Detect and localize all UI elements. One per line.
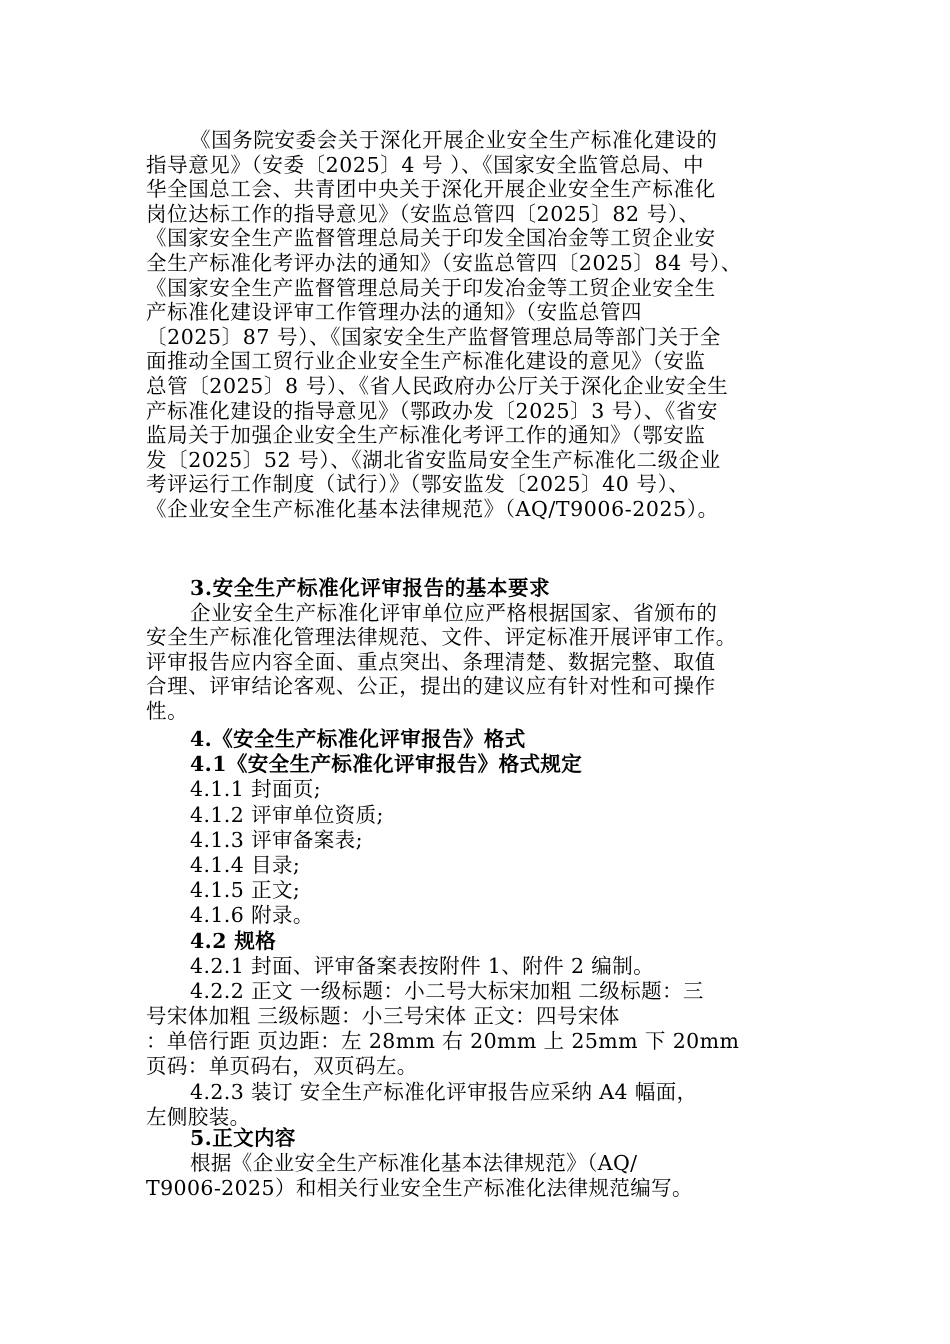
- text-line: 性。: [146, 698, 189, 723]
- list-item: 4.1.5 正文;: [190, 878, 301, 903]
- text-line: 产标准化建设评审工作管理办法的通知》（安监总管四: [146, 300, 643, 325]
- text-line: 《国家安全生产监督管理总局关于印发冶金等工贸企业安全生: [146, 275, 716, 300]
- text-line: 页码：单页码右，双页码左。: [146, 1054, 418, 1079]
- text-line: 4.2.1 封面、评审备案表按附件 1、附件 2 编制。: [190, 953, 655, 978]
- text-line: 号宋体加粗 三级标题：小三号宋体 正文：四号宋体: [146, 1004, 620, 1029]
- text-line: T9006-2025）和相关行业安全生产标准化法律规范编写。: [146, 1176, 693, 1201]
- list-item: 4.1.4 目录;: [190, 852, 301, 877]
- text-line: 〔2025〕87 号）、《国家安全生产监督管理总局等部门关于全: [146, 324, 721, 349]
- text-line: ：单倍行距 页边距：左 28mm 右 20mm 上 25mm 下 20mm: [146, 1029, 740, 1054]
- text-line: 考评运行工作制度（试行）》（鄂安监发〔2025〕40 号）、: [146, 472, 690, 497]
- text-line: 总管〔2025〕8 号）、《省人民政府办公厅关于深化企业安全生: [146, 373, 729, 398]
- text-line: 面推动全国工贸行业企业安全生产标准化建设的意见》（安监: [146, 349, 706, 374]
- text-line: 产标准化建设的指导意见》（鄂政办发〔2025〕3 号）、《省安: [146, 398, 719, 423]
- text-line: 企业安全生产标准化评审单位应严格根据国家、省颁布的: [190, 600, 718, 625]
- text-line: 全生产标准化考评办法的通知》（安监总管四〔2025〕84 号）、: [146, 250, 742, 275]
- subsection-heading: 4.1《安全生产标准化评审报告》格式规定: [190, 752, 583, 777]
- list-item: 4.1.1 封面页;: [190, 777, 322, 802]
- text-line: 监局关于加强企业安全生产标准化考评工作的通知》（鄂安监: [146, 423, 706, 448]
- text-line: 岗位达标工作的指导意见》（安监总管四〔2025〕82 号）、: [146, 201, 700, 226]
- text-line: 《国务院安委会关于深化开展企业安全生产标准化建设的: [190, 128, 718, 152]
- section-3: [146, 576, 816, 724]
- section-heading: 4.《安全生产标准化评审报告》格式: [190, 727, 526, 751]
- text-line: 根据《企业安全生产标准化基本法律规范》（AQ/: [190, 1151, 638, 1176]
- text-line: 评审报告应内容全面、重点突出、条理清楚、数据完整、取值: [146, 649, 716, 674]
- section-heading: 3.安全生产标准化评审报告的基本要求: [190, 576, 551, 600]
- section-5: [146, 1126, 846, 1202]
- text-line: 4.2.2 正文 一级标题：小二号大标宋加粗 二级标题：三: [190, 978, 704, 1003]
- text-line: 指导意见》（安委〔2025〕4 号 ）、《国家安全监管总局、中: [146, 152, 705, 177]
- list-item: 4.1.2 评审单位资质;: [190, 802, 384, 827]
- text-line: 安全生产标准化管理法律规范、文件、评定标准开展评审工作。: [146, 625, 737, 650]
- list-item: 4.1.6 附录。: [190, 903, 314, 928]
- section-4: [146, 727, 846, 1130]
- text-line: 左侧胶装。: [146, 1104, 251, 1129]
- list-item: 4.1.3 评审备案表;: [190, 827, 363, 852]
- section-heading: 5.正文内容: [190, 1126, 296, 1150]
- text-line: 发〔2025〕52 号）、《湖北省安监局安全生产标准化二级企业: [146, 447, 721, 472]
- text-line: 合理、评审结论客观、公正，提出的建议应有针对性和可操作: [146, 674, 716, 699]
- text-line: 《国家安全生产监督管理总局关于印发全国冶金等工贸企业安: [146, 226, 716, 251]
- intro-paragraph: [146, 128, 816, 522]
- text-line: 华全国总工会、共青团中央关于深化开展企业安全生产标准化: [146, 177, 716, 202]
- text-line: 《企业安全生产标准化基本法律规范》（AQ/T9006-2025）。: [146, 496, 719, 521]
- text-line: 4.2.3 装订 安全生产标准化评审报告应采纳 A4 幅面，: [190, 1079, 698, 1104]
- subsection-heading: 4.2 规格: [190, 928, 277, 953]
